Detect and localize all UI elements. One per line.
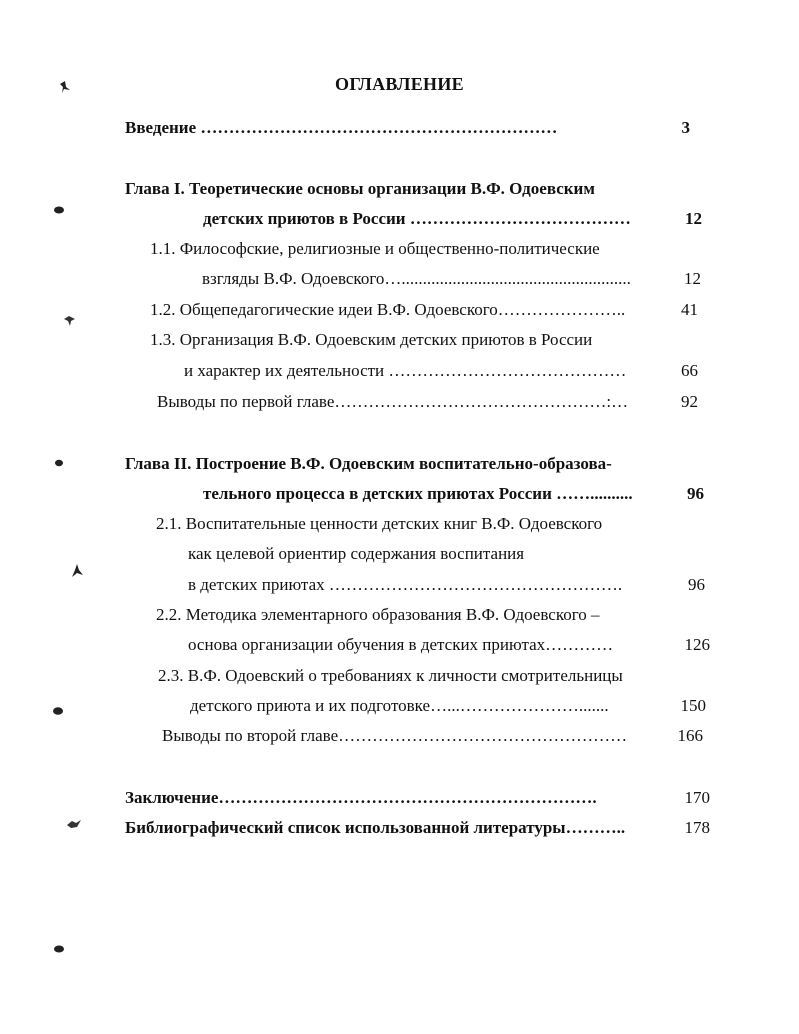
toc-page-number: 96 xyxy=(688,575,705,594)
scan-speck-mark xyxy=(62,313,78,327)
toc-page-number: 3 xyxy=(681,118,690,137)
toc-section-2-1-cont: как целевой ориентир содержания воспитания xyxy=(188,544,525,563)
toc-section-1-3-cont: и характер их деятельности …………………………………… xyxy=(184,361,627,380)
toc-entry-introduction: Введение ……………………………………………………… xyxy=(125,118,558,137)
scan-speck-mark xyxy=(52,706,64,716)
toc-section-2-2: 2.2. Методика элементарного образования В.Ф. Одоевского – xyxy=(156,605,600,624)
toc-section-2-2-cont: основа организации обучения в детских приютах………… xyxy=(188,635,614,654)
scan-speck-mark xyxy=(54,458,64,468)
toc-section-1-1-cont: взгляды В.Ф. Одоевского…...................................................... xyxy=(202,269,631,288)
toc-conclusions-chapter-1: Выводы по первой главе…………………………………………:… xyxy=(157,392,629,411)
toc-chapter-2-heading-cont: тельного процесса в детских приютах России …….......... xyxy=(203,484,633,503)
toc-chapter-2-heading: Глава II. Построение В.Ф. Одоевским воспитательно-образова- xyxy=(125,454,612,473)
scan-speck-mark xyxy=(70,563,84,579)
toc-section-1-1: 1.1. Философские, религиозные и общественно-политические xyxy=(150,239,600,258)
toc-section-1-2: 1.2. Общепедагогические идеи В.Ф. Одоевского………………….. xyxy=(150,300,626,319)
toc-page-number: 12 xyxy=(685,209,702,228)
toc-page-number: 66 xyxy=(681,361,698,380)
toc-section-1-3: 1.3. Организация В.Ф. Одоевским детских приютов в России xyxy=(150,330,593,349)
toc-entry-conclusion: Заключение…………………………………………………………. xyxy=(125,788,597,807)
toc-chapter-1-heading: Глава I. Теоретические основы организации В.Ф. Одоевским xyxy=(125,179,595,198)
toc-page-number: 126 xyxy=(684,635,710,654)
scan-speck-mark xyxy=(53,944,65,954)
toc-page-number: 41 xyxy=(681,300,698,319)
toc-page-number: 150 xyxy=(680,696,706,715)
toc-conclusions-chapter-2: Выводы по второй главе…………………………………………… xyxy=(162,726,628,745)
toc-entry-bibliography: Библиографический список использованной литературы……….. xyxy=(125,818,626,837)
scan-speck-mark xyxy=(58,80,72,94)
toc-page-number: 12 xyxy=(684,269,701,288)
toc-section-2-1-cont2: в детских приютах ……………………………………………. xyxy=(188,575,623,594)
toc-section-2-3: 2.3. В.Ф. Одоевский о требованиях к личности смотрительницы xyxy=(158,666,623,685)
page-title: ОГЛАВЛЕНИЕ xyxy=(335,74,464,94)
scan-speck-mark xyxy=(66,818,82,830)
scan-speck-mark xyxy=(53,205,65,215)
toc-chapter-1-heading-cont: детских приютов в России ………………………………… xyxy=(203,209,631,228)
toc-section-2-1: 2.1. Воспитательные ценности детских книг В.Ф. Одоевского xyxy=(156,514,603,533)
toc-section-2-3-cont: детского приюта и их подготовке…...…………………....... xyxy=(190,696,609,715)
toc-page-number: 96 xyxy=(687,484,704,503)
toc-page-number: 92 xyxy=(681,392,698,411)
toc-page-number: 178 xyxy=(684,818,710,837)
toc-page-number: 170 xyxy=(684,788,710,807)
toc-page-number: 166 xyxy=(677,726,703,745)
